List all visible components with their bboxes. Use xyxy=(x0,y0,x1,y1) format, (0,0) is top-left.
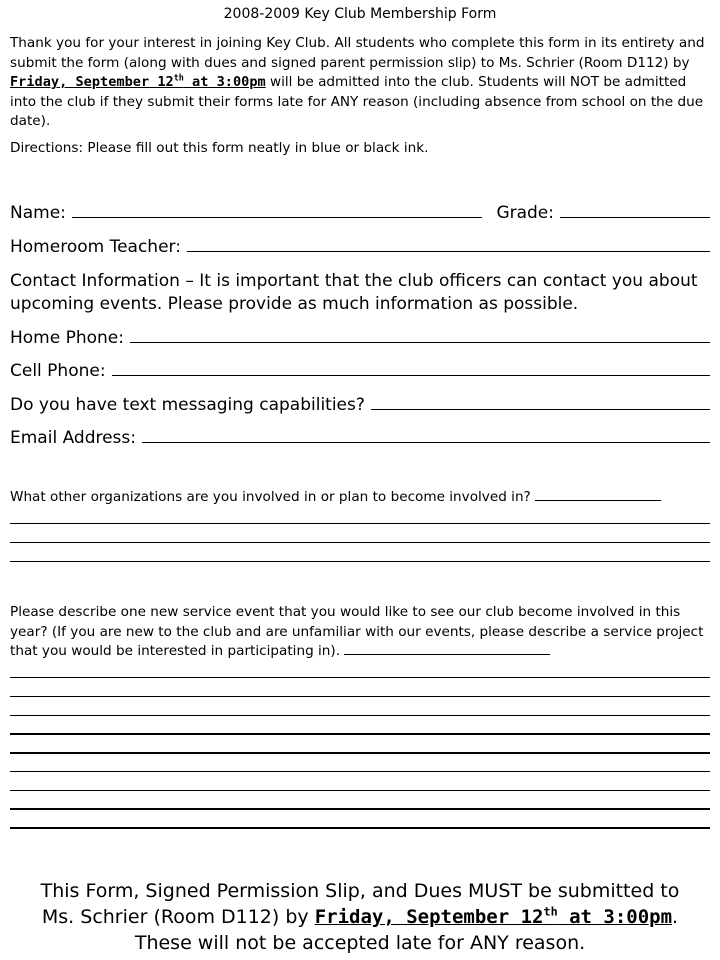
footer-deadline xyxy=(315,906,672,928)
homeroom-field[interactable] xyxy=(187,237,710,252)
email-row xyxy=(10,427,710,449)
footer-line-3: These will not be accepted late for ANY reason. xyxy=(134,932,586,954)
home-phone-label: Home Phone: xyxy=(10,328,124,348)
service-question-text: Please describe one new service event that you would like to see our club become involved in this year? (If you are new to the club and are unfamiliar with our events, please describe a service project that you would be interested in participating in). xyxy=(10,604,704,659)
footer-deadline-sup: th xyxy=(543,904,558,919)
service-inline-field[interactable] xyxy=(344,642,550,655)
intro-paragraph xyxy=(10,34,710,132)
name-field[interactable] xyxy=(72,203,483,218)
organizations-question-text: What other organizations are you involved in or plan to become involved in? xyxy=(10,489,531,505)
organizations-question xyxy=(10,488,710,508)
intro-deadline-sup: th xyxy=(173,72,184,83)
cell-phone-label: Cell Phone: xyxy=(10,361,106,381)
answer-line[interactable] xyxy=(10,771,710,772)
answer-line[interactable] xyxy=(10,696,710,697)
homeroom-label: Homeroom Teacher: xyxy=(10,237,181,257)
answer-line[interactable] xyxy=(10,523,710,524)
intro-text-part1: Thank you for your interest in joining Key Club. All students who complete this form in its entirety and submit the form (along with dues and signed parent permission slip) to Ms. Schrier (Room D112) by xyxy=(10,35,705,71)
name-grade-row xyxy=(10,202,710,224)
contact-info-text: Contact Information – It is important that the club officers can contact you about upcoming events. Please provide as much information as possible. xyxy=(10,271,698,314)
cell-phone-field[interactable] xyxy=(112,361,710,376)
service-answer-lines[interactable] xyxy=(10,677,710,846)
grade-label: Grade: xyxy=(496,203,554,223)
intro-deadline-time: at 3:00pm xyxy=(183,74,266,90)
answer-line[interactable] xyxy=(10,808,710,809)
footer-line-2-post: . xyxy=(672,906,679,928)
intro-text-part2: will be admitted into the club. Students will NOT be admitted into the club if they submit their forms late for ANY reason (including absence from school on the due date). xyxy=(10,74,704,129)
home-phone-field[interactable] xyxy=(130,328,710,343)
answer-line[interactable] xyxy=(10,677,710,678)
intro-deadline-date: Friday, September 12 xyxy=(10,74,174,90)
organizations-answer-lines[interactable] xyxy=(10,523,710,579)
form-title: 2008-2009 Key Club Membership Form xyxy=(223,6,497,22)
footer-line-2-pre: Ms. Schrier (Room D112) by xyxy=(41,906,315,928)
texting-field[interactable] xyxy=(371,395,710,410)
cell-phone-row xyxy=(10,360,710,382)
homeroom-row xyxy=(10,236,710,258)
directions-text: Directions: Please fill out this form neatly in blue or black ink. xyxy=(10,140,429,156)
answer-line[interactable] xyxy=(10,752,710,753)
footer-notice xyxy=(0,878,720,956)
answer-line[interactable] xyxy=(10,542,710,543)
footer-deadline-time: at 3:00pm xyxy=(557,906,673,928)
email-field[interactable] xyxy=(142,428,710,443)
footer-line-1: This Form, Signed Permission Slip, and Dues MUST be submitted to xyxy=(40,880,680,902)
service-question xyxy=(10,603,710,662)
footer-line-2 xyxy=(0,904,720,930)
name-label: Name: xyxy=(10,203,66,223)
intro-deadline xyxy=(10,74,266,90)
answer-line[interactable] xyxy=(10,561,710,562)
answer-line[interactable] xyxy=(10,790,710,791)
answer-line[interactable] xyxy=(10,827,710,828)
grade-field[interactable] xyxy=(560,203,710,218)
texting-label: Do you have text messaging capabilities? xyxy=(10,395,365,415)
answer-line[interactable] xyxy=(10,733,710,734)
organizations-inline-field[interactable] xyxy=(535,488,661,501)
footer-deadline-date: Friday, September 12 xyxy=(314,906,544,928)
email-label: Email Address: xyxy=(10,428,136,448)
answer-line[interactable] xyxy=(10,715,710,716)
home-phone-row xyxy=(10,327,710,349)
texting-row xyxy=(10,394,710,416)
